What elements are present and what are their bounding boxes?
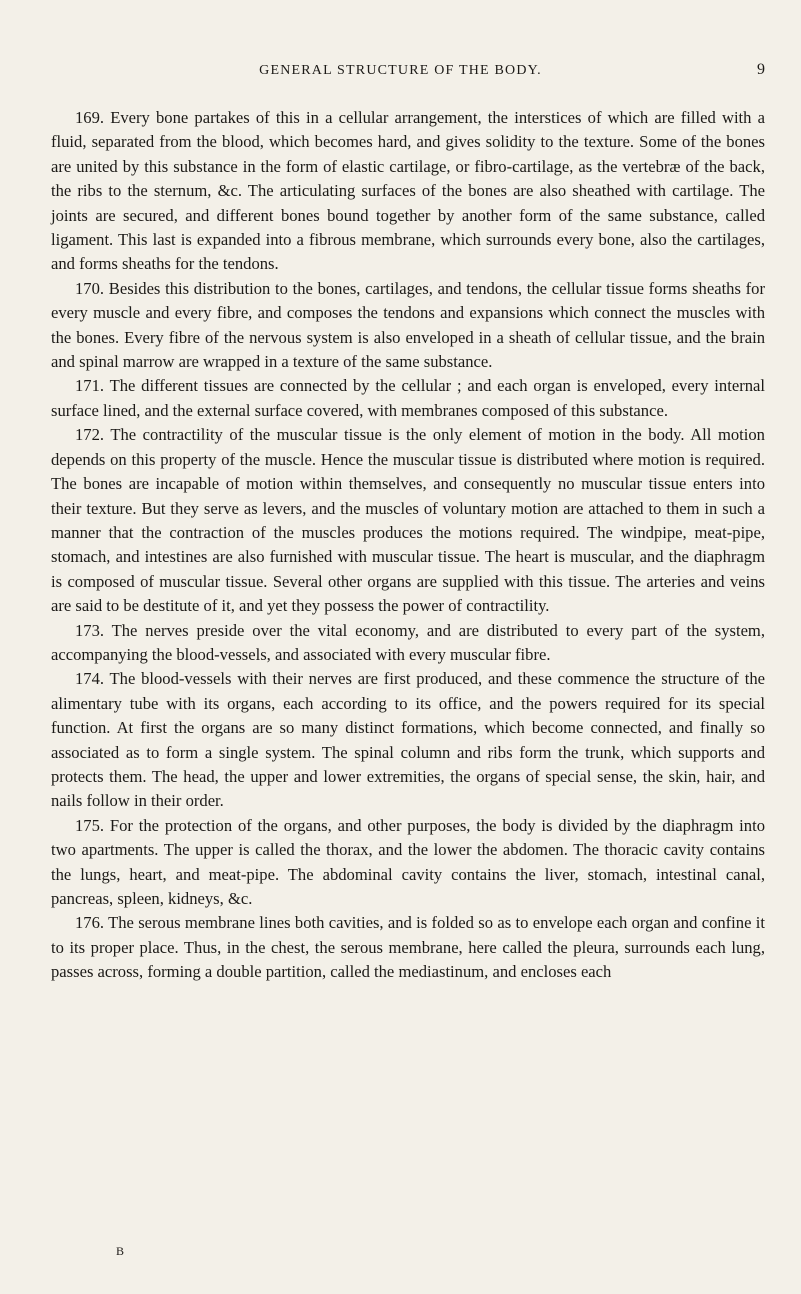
paragraph-number: 175.	[75, 815, 105, 835]
paragraph-174	[51, 667, 765, 813]
paragraph-text: For the protection of the organs, and other purposes, the body is divided by the diaphragm into two apartments. The upper is called the thorax, and the lower the abdomen. The thoracic cavity contains the lungs, heart, and meat-pipe. The abdominal cavity contains the liver, stomach, intestinal canal, pancreas, spleen, kidneys, &c.	[51, 815, 765, 908]
paragraph-176	[51, 911, 765, 984]
paragraph-text: The different tissues are connected by the cellular ; and each organ is enveloped, every internal surface lined, and the external surface covered, with membranes composed of this substance.	[51, 376, 765, 420]
paragraph-172	[51, 423, 765, 618]
paragraph-number: 169.	[75, 108, 105, 127]
running-title: GENERAL STRUCTURE OF THE BODY.	[259, 63, 542, 78]
paragraph-text: Besides this distribution to the bones, cartilages, and tendons, the cellular tissue forms sheaths for every muscle and every fibre, and composes the tendons and expansions which connect the muscles with the bones. Every fibre of the nervous system is also enveloped in a sheath of cellular tissue, and the brain and spinal marrow are wrapped in a texture of the same substance.	[51, 278, 765, 372]
running-head	[0, 63, 801, 83]
paragraph-number: 174.	[75, 669, 105, 689]
paragraph-number: 176.	[75, 913, 105, 933]
paragraph-text: The contractility of the muscular tissue is the only element of motion in the body. All motion depends on this property of the muscle. Hence the muscular tissue is distributed where motion is required. The bones are incapable of motion within themselves, and consequently no muscular tissue enters into their texture. But they serve as levers, and the muscles of voluntary motion are attached to them in such a manner that the contraction of the muscles produces the motions required. The windpipe, meat-pipe, stomach, and intestines are also furnished with muscular tissue. The heart is muscular, and the diaphragm is composed of muscular tissue. Several other organs are supplied with this tissue. The arteries and veins are said to be destitute of it, and yet they possess the power of contractility.	[51, 425, 765, 616]
paragraph-175	[51, 814, 765, 912]
paragraph-number: 172.	[75, 425, 105, 445]
paragraph-169	[51, 106, 765, 277]
paragraph-number: 173.	[75, 620, 105, 640]
page-number: 9	[757, 61, 765, 78]
paragraph-text: The blood-vessels with their nerves are first produced, and these commence the structure of the alimentary tube with its organs, each according to its office, and the powers required for its special function. At first the organs are so many distinct formations, which become connected, and finally so associated as to form a single system. The spinal column and ribs form the trunk, which supports and protects them. The head, the upper and lower extremities, the organs of special sense, the skin, hair, and nails follow in their order.	[51, 669, 765, 811]
paragraph-171	[51, 374, 765, 423]
signature-mark: B	[116, 1244, 126, 1258]
body-text	[51, 106, 765, 985]
paragraph-number: 170.	[75, 278, 105, 298]
paragraph-text: Every bone partakes of this in a cellular arrangement, the interstices of which are filled with a fluid, separated from the blood, which becomes hard, and gives solidity to the texture. Some of the bones are united by this substance in the form of elastic cartilage, or fibro-cartilage, as the vertebræ of the back, the ribs to the sternum, &c. The articulating surfaces of the bones are also sheathed with cartilage. The joints are secured, and different bones bound together by another form of the same substance, called ligament. This last is expanded into a fibrous membrane, which surrounds every bone, also the cartilages, and forms sheaths for the tendons.	[51, 108, 765, 274]
paragraph-number: 171.	[75, 376, 105, 396]
paragraph-text: The serous membrane lines both cavities, and is folded so as to envelope each organ and confine it to its proper place. Thus, in the chest, the serous membrane, here called the pleura, surrounds each lung, passes across, forming a double partition, called the mediastinum, and encloses each	[51, 913, 765, 982]
paragraph-173	[51, 619, 765, 668]
paragraph-170	[51, 277, 765, 375]
paragraph-text: The nerves preside over the vital economy, and are distributed to every part of the system, accompanying the blood-vessels, and associated with every muscular fibre.	[51, 620, 765, 664]
